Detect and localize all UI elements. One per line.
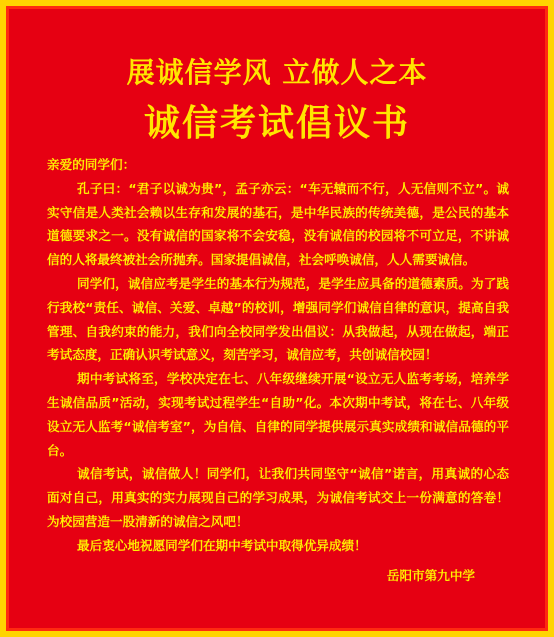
paragraph-3: 期中考试将至，学校决定在七、八年级继续开展“设立无人监考考场，培养学生诚信品质”活动，实现考试过程学生“自助”化。本次期中考试，将在七、八年级设立无人监考“诚信考室”，为自信、自律的同学提供展示真实成绩和诚信品德的平台。 xyxy=(47,371,509,458)
salutation: 亲爱的同学们： xyxy=(47,157,136,172)
signature: 岳阳市第九中学 xyxy=(386,568,475,583)
paragraph-2: 同学们，诚信应考是学生的基本行为规范，是学生应具备的道德素质。为了践行我校“责任、诚信、关爱、卓越”的校训，增强同学们诚信自律的意识，提高自我管理、自我约束的能力，我们向全校同学发出倡议：从我做起，从现在做起，端正考试态度，正确认识考试意义，刻苦学习，诚信应考，共创诚信校园！ xyxy=(47,275,509,363)
paragraph-1: 孔子曰：“君子以诚为贵”，孟子亦云：“车无辕而不行，人无信则不立”。诚实守信是人类社会赖以生存和发展的基石，是中华民族的传统美德，是公民的基本道德要求之一。没有诚信的国家将不会安稳，没有诚信的校园将不可立足，不讲诚信的人将最终被社会所抛弃。国家提倡诚信，社会呼唤诚信，人人需要诚信。 xyxy=(47,180,509,268)
letter-body xyxy=(47,153,509,558)
paragraph-4: 诚信考试，诚信做人！同学们，让我们共同坚守“诚信”诺言，用真诚的心态面对自己，用真实的实力展现自己的学习成果，为诚信考试交上一份满意的答卷！为校园营造一股清新的诚信之风吧！ xyxy=(47,466,509,529)
paragraph-5: 最后衷心地祝愿同学们在期中考试中取得优异成绩！ xyxy=(77,537,367,553)
poster-panel xyxy=(6,6,548,631)
page-title: 诚信考试倡议书 xyxy=(143,102,410,144)
slogan: 展诚信学风 立做人之本 xyxy=(126,56,428,89)
